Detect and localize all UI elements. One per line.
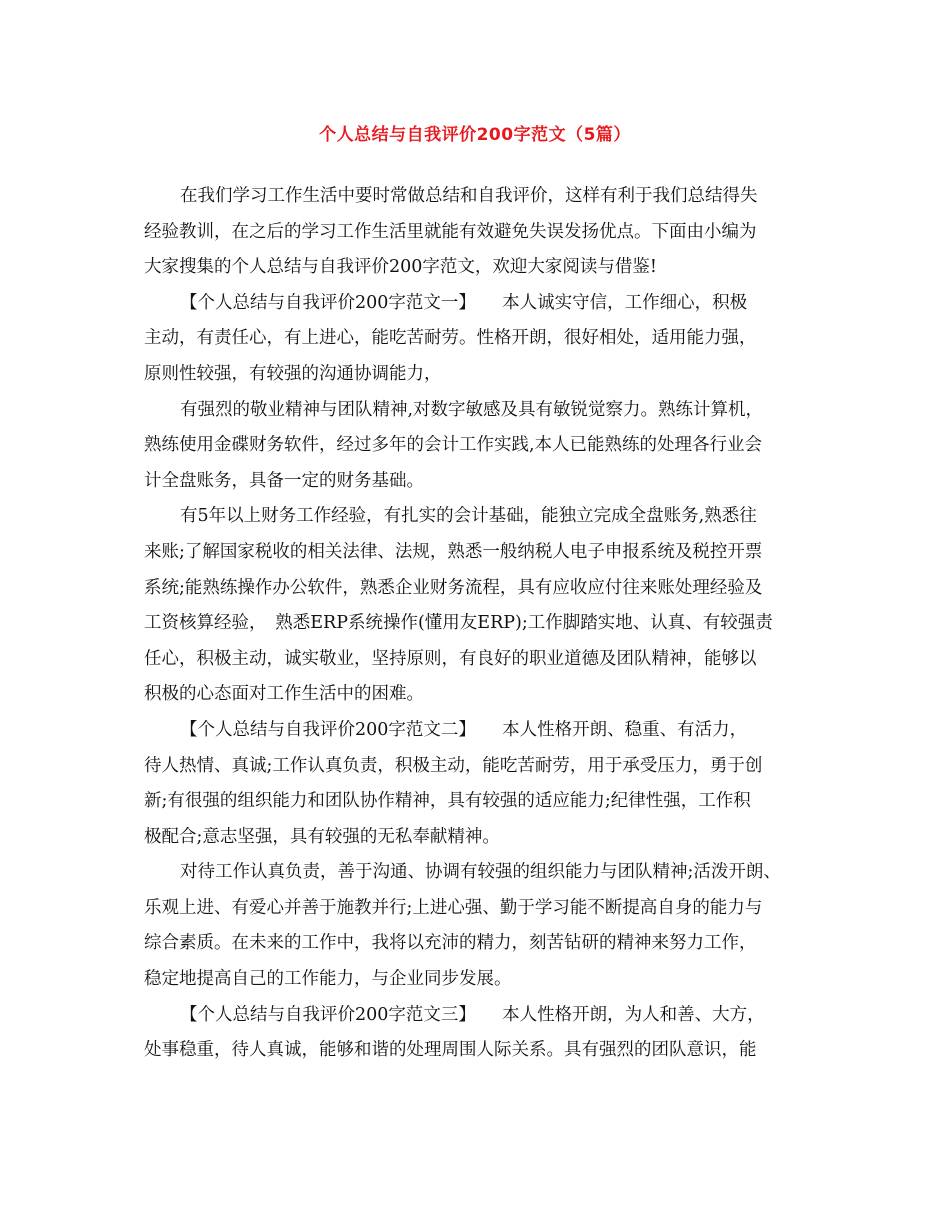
text-line: 大家搜集的个人总结与自我评价200字范文，欢迎大家阅读与借鉴!: [144, 257, 657, 278]
text-line: 计全盘账务，具备一定的财务基础。: [144, 470, 424, 491]
text-line: 【个人总结与自我评价200字范文二】 本人性格开朗、稳重、有活力，: [180, 719, 748, 740]
text-line: 【个人总结与自我评价200字范文一】 本人诚实守信，工作细心，积极: [180, 292, 748, 313]
text-line: 处事稳重，待人真诚，能够和谐的处理周围人际关系。具有强烈的团队意识，能: [144, 1040, 757, 1061]
text-line: 综合素质。在未来的工作中，我将以充沛的精力，刻苦钻研的精神来努力工作，: [144, 933, 757, 954]
document-title: 个人总结与自我评价200字范文（5篇）: [319, 125, 631, 145]
text-line: 主动，有责任心，有上进心，能吃苦耐劳。性格开朗，很好相处，适用能力强，: [144, 328, 757, 349]
text-line: 积极的心态面对工作生活中的困难。: [144, 684, 424, 705]
text-line: 经验教训，在之后的学习工作生活里就能有效避免失误发扬优点。下面由小编为: [144, 221, 757, 242]
text-line: 极配合;意志坚强，具有较强的无私奉献精神。: [144, 826, 500, 847]
text-line: 有强烈的敬业精神与团队精神,对数字敏感及具有敏锐觉察力。熟练计算机，: [180, 399, 764, 420]
text-line: 熟练使用金碟财务软件，经过多年的会计工作实践,本人已能熟练的处理各行业会: [144, 435, 763, 456]
text-line: 有5年以上财务工作经验，有扎实的会计基础，能独立完成全盘账务,熟悉往: [180, 506, 757, 527]
text-line: 【个人总结与自我评价200字范文三】 本人性格开朗，为人和善、大方，: [180, 1004, 765, 1025]
document-body: [144, 179, 814, 1069]
text-line: 对待工作认真负责，善于沟通、协调有较强的组织能力与团队精神;活泼开朗、: [180, 862, 781, 883]
text-line: 待人热情、真诚;工作认真负责，积极主动，能吃苦耐劳，用于承受压力，勇于创: [144, 755, 763, 776]
text-line: 任心，积极主动，诚实敬业，坚持原则，有良好的职业道德及团队精神，能够以: [144, 648, 757, 669]
text-line: 来账;了解国家税收的相关法律、法规，熟悉一般纳税人电子申报系统及税控开票: [144, 541, 763, 562]
text-line: 稳定地提高自己的工作能力，与企业同步发展。: [144, 969, 512, 990]
text-line: 系统;能熟练操作办公软件，熟悉企业财务流程，具有应收应付往来账处理经验及: [144, 577, 763, 598]
text-line: 原则性较强，有较强的沟通协调能力，: [144, 363, 442, 384]
text-line: 新;有很强的组织能力和团队协作精神，具有较强的适应能力;纪律性强，工作积: [144, 791, 751, 812]
text-line: 在我们学习工作生活中要时常做总结和自我评价，这样有利于我们总结得失: [180, 186, 758, 206]
text-line: 乐观上进、有爱心并善于施教并行;上进心强、勤于学习能不断提高自身的能力与: [144, 897, 763, 918]
text-line: 工资核算经验， 熟悉ERP系统操作(懂用友ERP);工作脚踏实地、认真、有较强责: [144, 613, 773, 634]
